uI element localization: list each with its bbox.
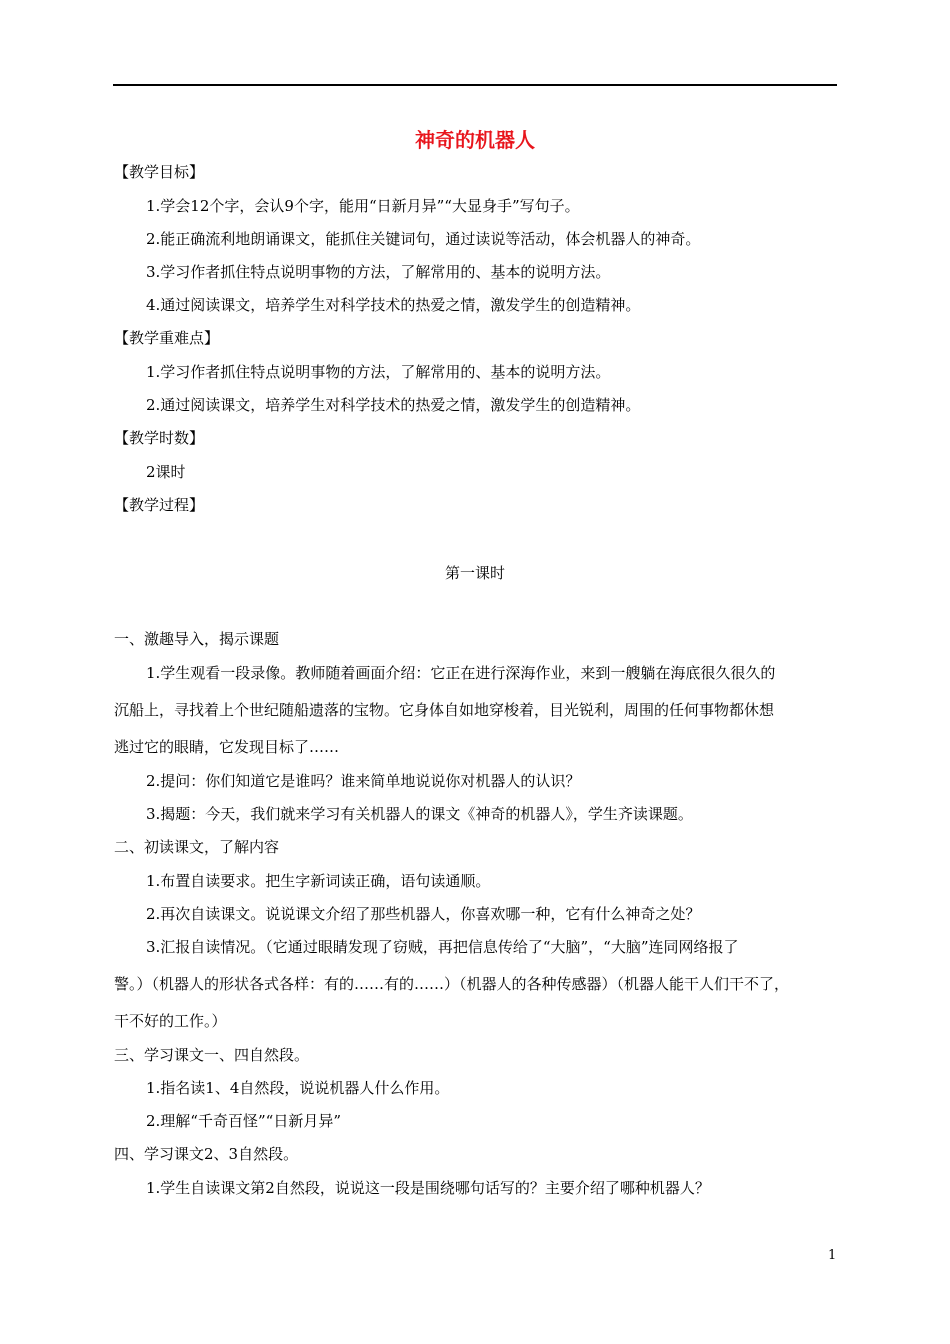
key-item: 2.通过阅读课文，培养学生对科学技术的热爱之情，激发学生的创造精神。	[146, 396, 641, 414]
lesson-title: 第一课时	[444, 564, 505, 582]
part-heading: 四、学习课文2、3自然段。	[114, 1145, 299, 1163]
goal-item: 2.能正确流利地朗诵课文，能抓住关键词句，通过读说等活动，体会机器人的神奇。	[146, 230, 701, 248]
paragraph-line: 1.学生观看一段录像。教师随着画面介绍：它正在进行深海作业，来到一艘躺在海底很久很久的	[146, 664, 776, 682]
goals-heading: 【教学目标】	[114, 163, 205, 181]
paragraph-line: 沉船上，寻找着上个世纪随船遗落的宝物。它身体自如地穿梭着，目光锐利，周围的任何事物都休想	[114, 701, 775, 719]
paragraph-line: 警。）（机器人的形状各式各样：有的……有的……）（机器人的各种传感器）（机器人能干人们干不了，	[114, 975, 790, 993]
paragraph-line: 1.学生自读课文第2自然段，说说这一段是围绕哪句话写的？主要介绍了哪种机器人？	[146, 1179, 710, 1197]
paragraph-line: 干不好的工作。）	[114, 1012, 227, 1030]
paragraph-line: 逃过它的眼睛，它发现目标了……	[114, 738, 340, 756]
paragraph-line: 3.揭题：今天，我们就来学习有关机器人的课文《神奇的机器人》，学生齐读课题。	[146, 805, 693, 823]
goal-item: 3.学习作者抓住特点说明事物的方法，了解常用的、基本的说明方法。	[146, 263, 611, 281]
paragraph-line: 3.汇报自读情况。（它通过眼睛发现了窃贼，再把信息传给了“大脑”，“大脑”连同网络报了	[146, 938, 739, 956]
paragraph-line: 2.理解“千奇百怪”“日新月异”	[146, 1112, 341, 1130]
page-number: 1	[828, 1248, 837, 1263]
key-heading: 【教学重难点】	[114, 329, 220, 347]
header-rule	[113, 84, 837, 86]
paragraph-line: 2.提问：你们知道它是谁吗？谁来简单地说说你对机器人的认识？	[146, 772, 581, 790]
key-item: 1.学习作者抓住特点说明事物的方法，了解常用的、基本的说明方法。	[146, 363, 611, 381]
part-heading: 三、学习课文一、四自然段。	[114, 1046, 310, 1064]
part-heading: 二、初读课文，了解内容	[114, 838, 280, 856]
goal-item: 1.学会12个字，会认9个字，能用“日新月异”“大显身手”写句子。	[146, 197, 580, 215]
goal-item: 4.通过阅读课文，培养学生对科学技术的热爱之情，激发学生的创造精神。	[146, 296, 641, 314]
part-heading: 一、激趣导入，揭示课题	[114, 630, 280, 648]
process-heading: 【教学过程】	[114, 496, 205, 514]
hours-value: 2课时	[146, 463, 186, 481]
paragraph-line: 2.再次自读课文。说说课文介绍了那些机器人，你喜欢哪一种，它有什么神奇之处？	[146, 905, 701, 923]
hours-heading: 【教学时数】	[114, 429, 205, 447]
document-title: 神奇的机器人	[415, 128, 535, 152]
paragraph-line: 1.指名读1、4自然段，说说机器人什么作用。	[146, 1079, 450, 1097]
paragraph-line: 1.布置自读要求。把生字新词读正确，语句读通顺。	[146, 872, 491, 890]
